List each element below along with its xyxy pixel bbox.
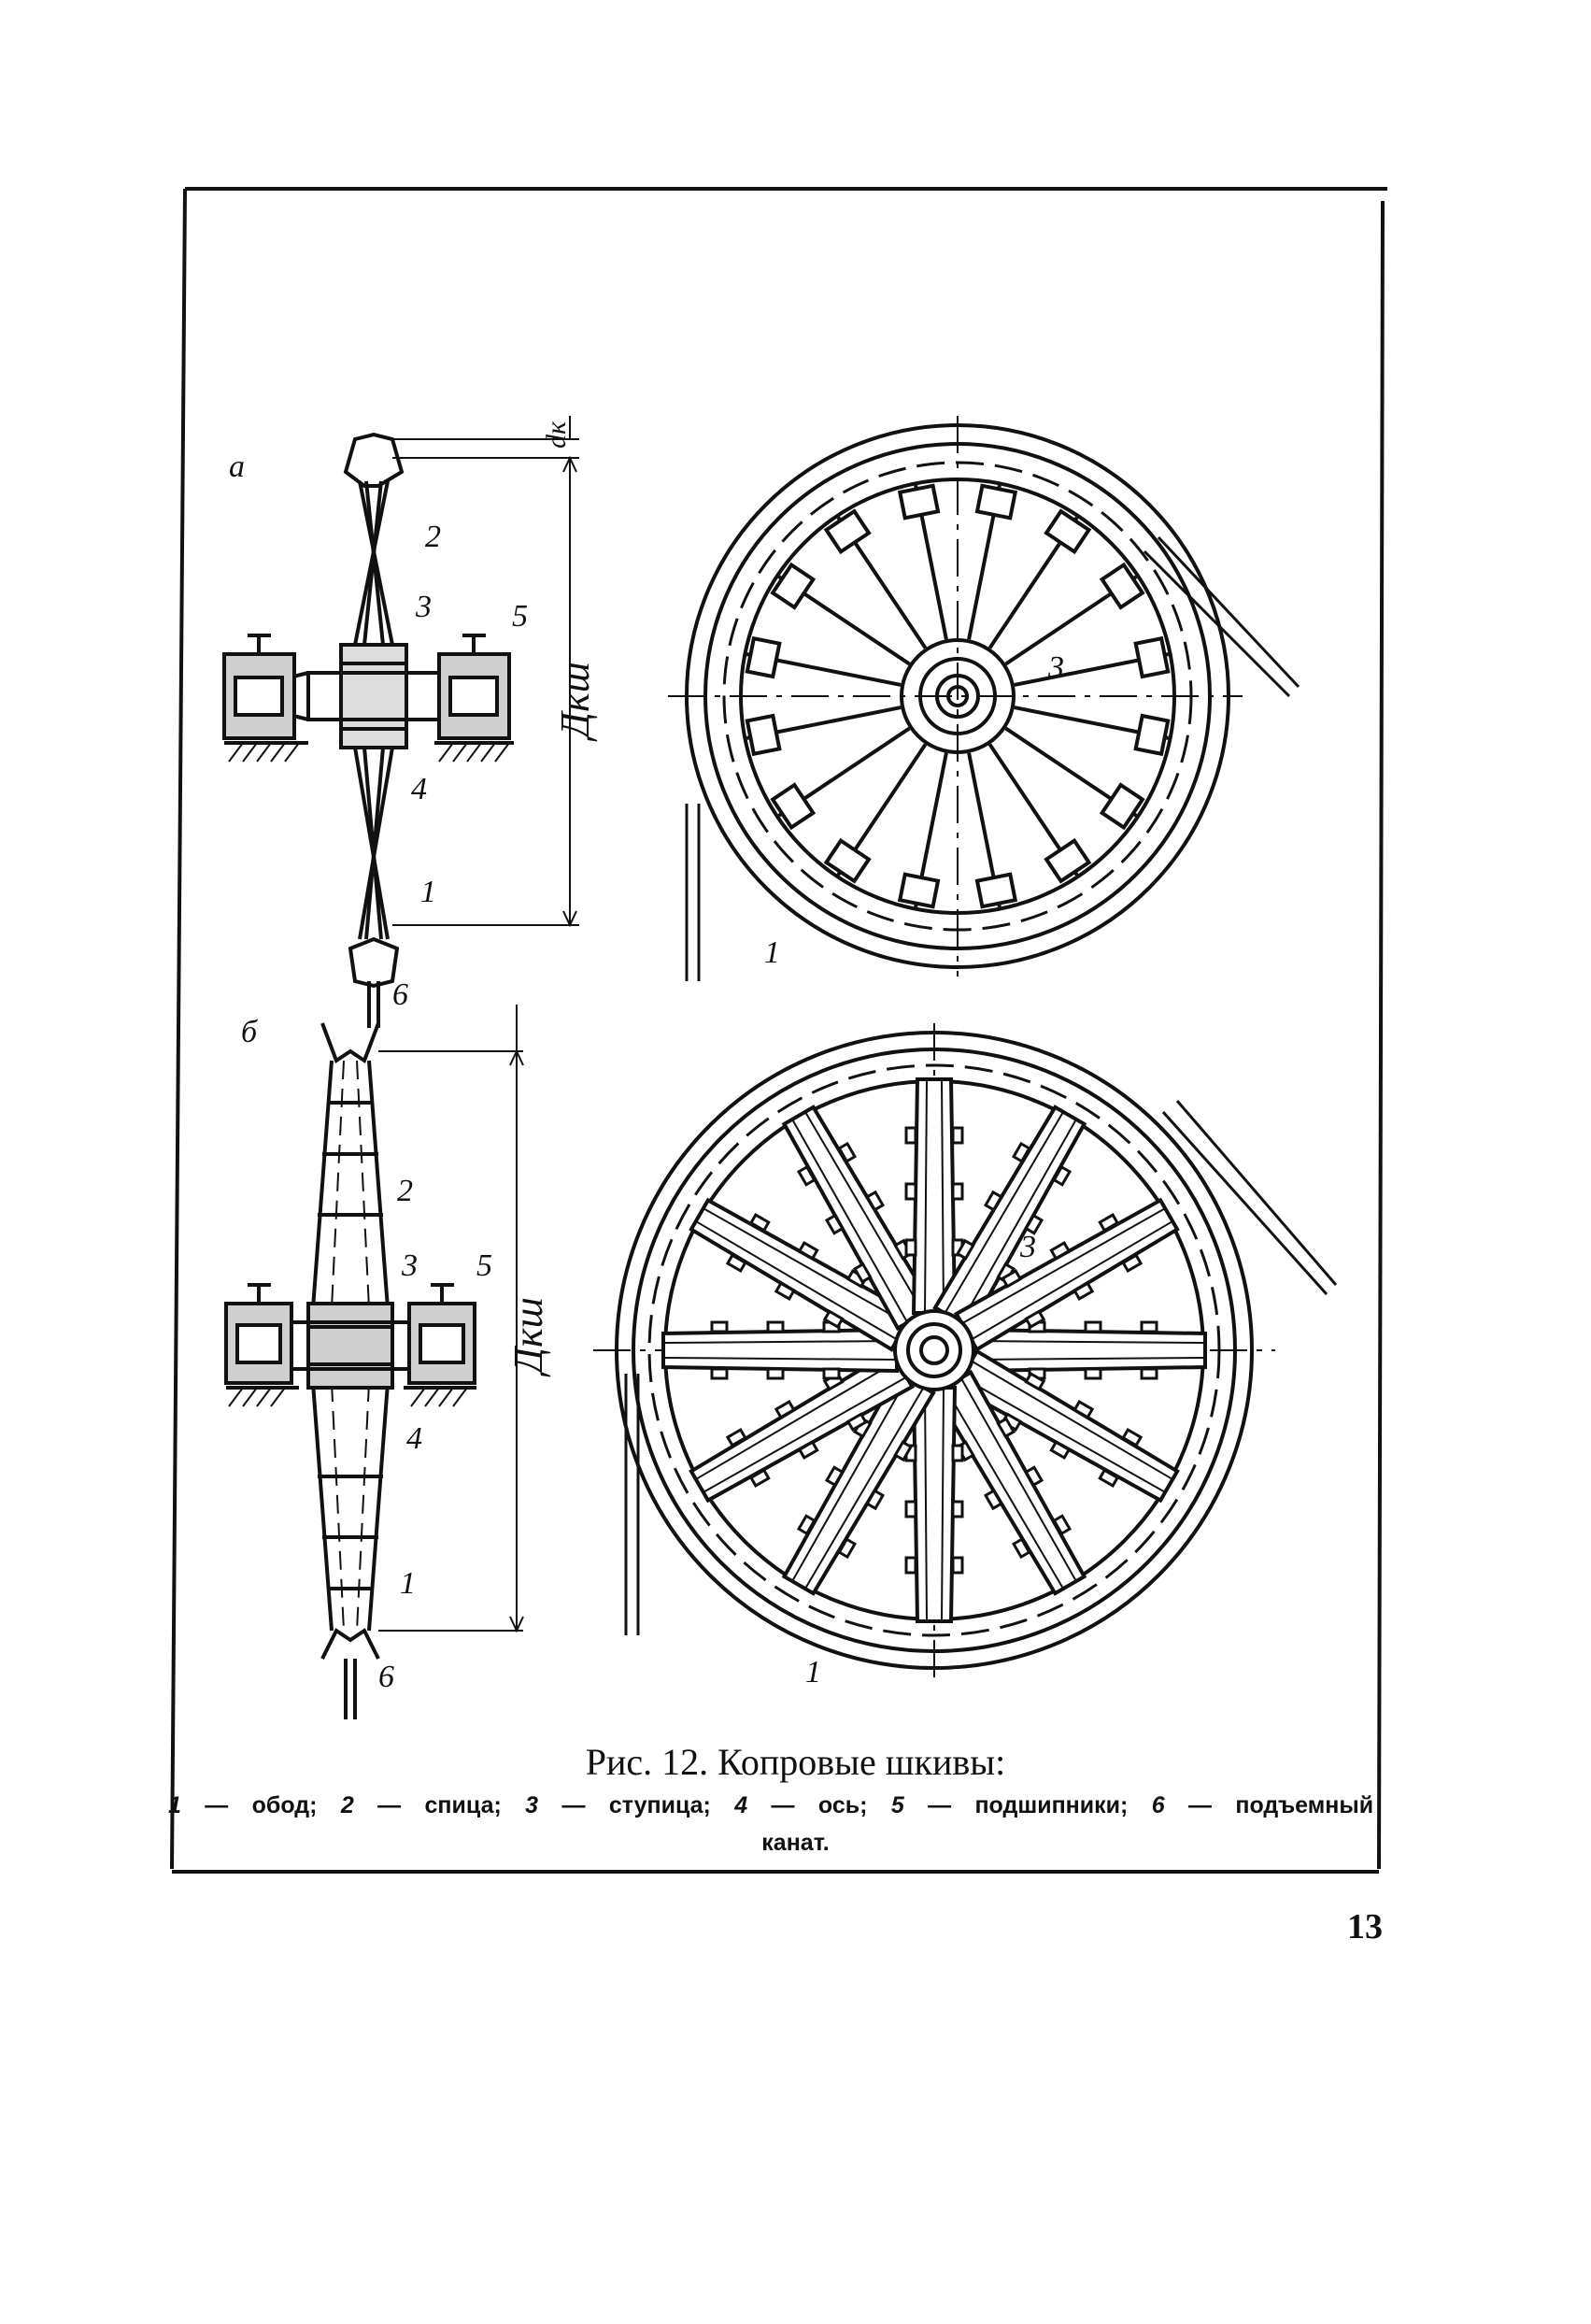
spoke-b-clamp	[1142, 1369, 1157, 1378]
sheave-b-hub	[895, 1311, 973, 1390]
sheave-a-side-view	[224, 416, 579, 1028]
spoke-b-body	[914, 1079, 955, 1313]
figure-caption-legend-tail: канат.	[761, 1830, 830, 1856]
dim-D-label-b: Дкш	[505, 1297, 551, 1374]
spoke-b-clamp	[1086, 1322, 1101, 1332]
label-b-3: 3	[402, 1248, 418, 1283]
label-a-front-1: 1	[764, 935, 780, 970]
sheave-b-side-view	[226, 1005, 523, 1719]
spoke-b-clamp	[906, 1184, 916, 1199]
spoke-a-block	[977, 875, 1016, 906]
label-a-2: 2	[425, 520, 441, 554]
legend-item-5: 5 — подшипники;	[890, 1792, 1129, 1818]
spoke-b-clamp	[712, 1369, 727, 1378]
legend-item-1: 1 — обод;	[168, 1792, 318, 1818]
label-b-5: 5	[476, 1248, 492, 1283]
spoke-b-clamp	[953, 1128, 962, 1143]
spoke-b-clamp	[953, 1184, 962, 1199]
legend-item-3: 3 — ступица;	[525, 1792, 711, 1818]
label-a-6: 6	[392, 977, 408, 1012]
spoke-b-clamp	[953, 1446, 962, 1461]
spoke-b-clamp	[953, 1558, 962, 1573]
label-a-4: 4	[411, 772, 427, 806]
spoke-a-block	[747, 638, 779, 677]
spoke-b-clamp	[1086, 1369, 1101, 1378]
figure-caption-legend	[168, 1792, 1373, 1819]
spoke-b-body	[663, 1330, 897, 1371]
label-a-3: 3	[416, 590, 432, 624]
spoke-a-block	[900, 486, 938, 518]
label-a-1: 1	[420, 875, 436, 909]
spoke-b-body	[914, 1388, 955, 1621]
figure-caption-title: Рис. 12. Копровые шкивы:	[585, 1741, 1006, 1783]
legend-item-2: 2 — спица;	[340, 1792, 502, 1818]
spoke-a-block	[1136, 638, 1168, 677]
label-a-5: 5	[512, 599, 528, 634]
spoke-b-clamp	[906, 1558, 916, 1573]
legend-item-6: 6 — подъемный	[1151, 1792, 1374, 1818]
spoke-b-clamp	[768, 1322, 783, 1332]
spoke-b-clamp	[768, 1369, 783, 1378]
label-b-front-3: 3	[1020, 1230, 1036, 1264]
panel-a-label: а	[229, 449, 245, 484]
label-a-front-3: 3	[1048, 650, 1064, 685]
legend-item-4: 4 — ось;	[734, 1792, 868, 1818]
spoke-b-clamp	[953, 1502, 962, 1517]
dim-dk-label: dк	[541, 421, 572, 449]
spoke-b-clamp	[1142, 1322, 1157, 1332]
label-b-1: 1	[400, 1566, 416, 1601]
spoke-a-block	[977, 486, 1016, 518]
spoke-b-clamp	[824, 1369, 839, 1378]
label-b-2: 2	[397, 1174, 413, 1208]
spoke-a-block	[747, 716, 779, 754]
page-number: 13	[1347, 1907, 1383, 1946]
spoke-b-clamp	[906, 1240, 916, 1255]
spoke-b-clamp	[712, 1322, 727, 1332]
dim-D-label-a: Дкш	[552, 662, 598, 738]
spoke-a-block	[1136, 716, 1168, 754]
label-b-6: 6	[378, 1660, 394, 1694]
spoke-a-block	[900, 875, 938, 906]
spoke-b-clamp	[906, 1502, 916, 1517]
panel-b-label: б	[241, 1015, 258, 1049]
label-b-4: 4	[406, 1421, 422, 1456]
label-b-front-1: 1	[805, 1655, 821, 1690]
spoke-b-body	[972, 1330, 1205, 1371]
spoke-b-clamp	[906, 1128, 916, 1143]
